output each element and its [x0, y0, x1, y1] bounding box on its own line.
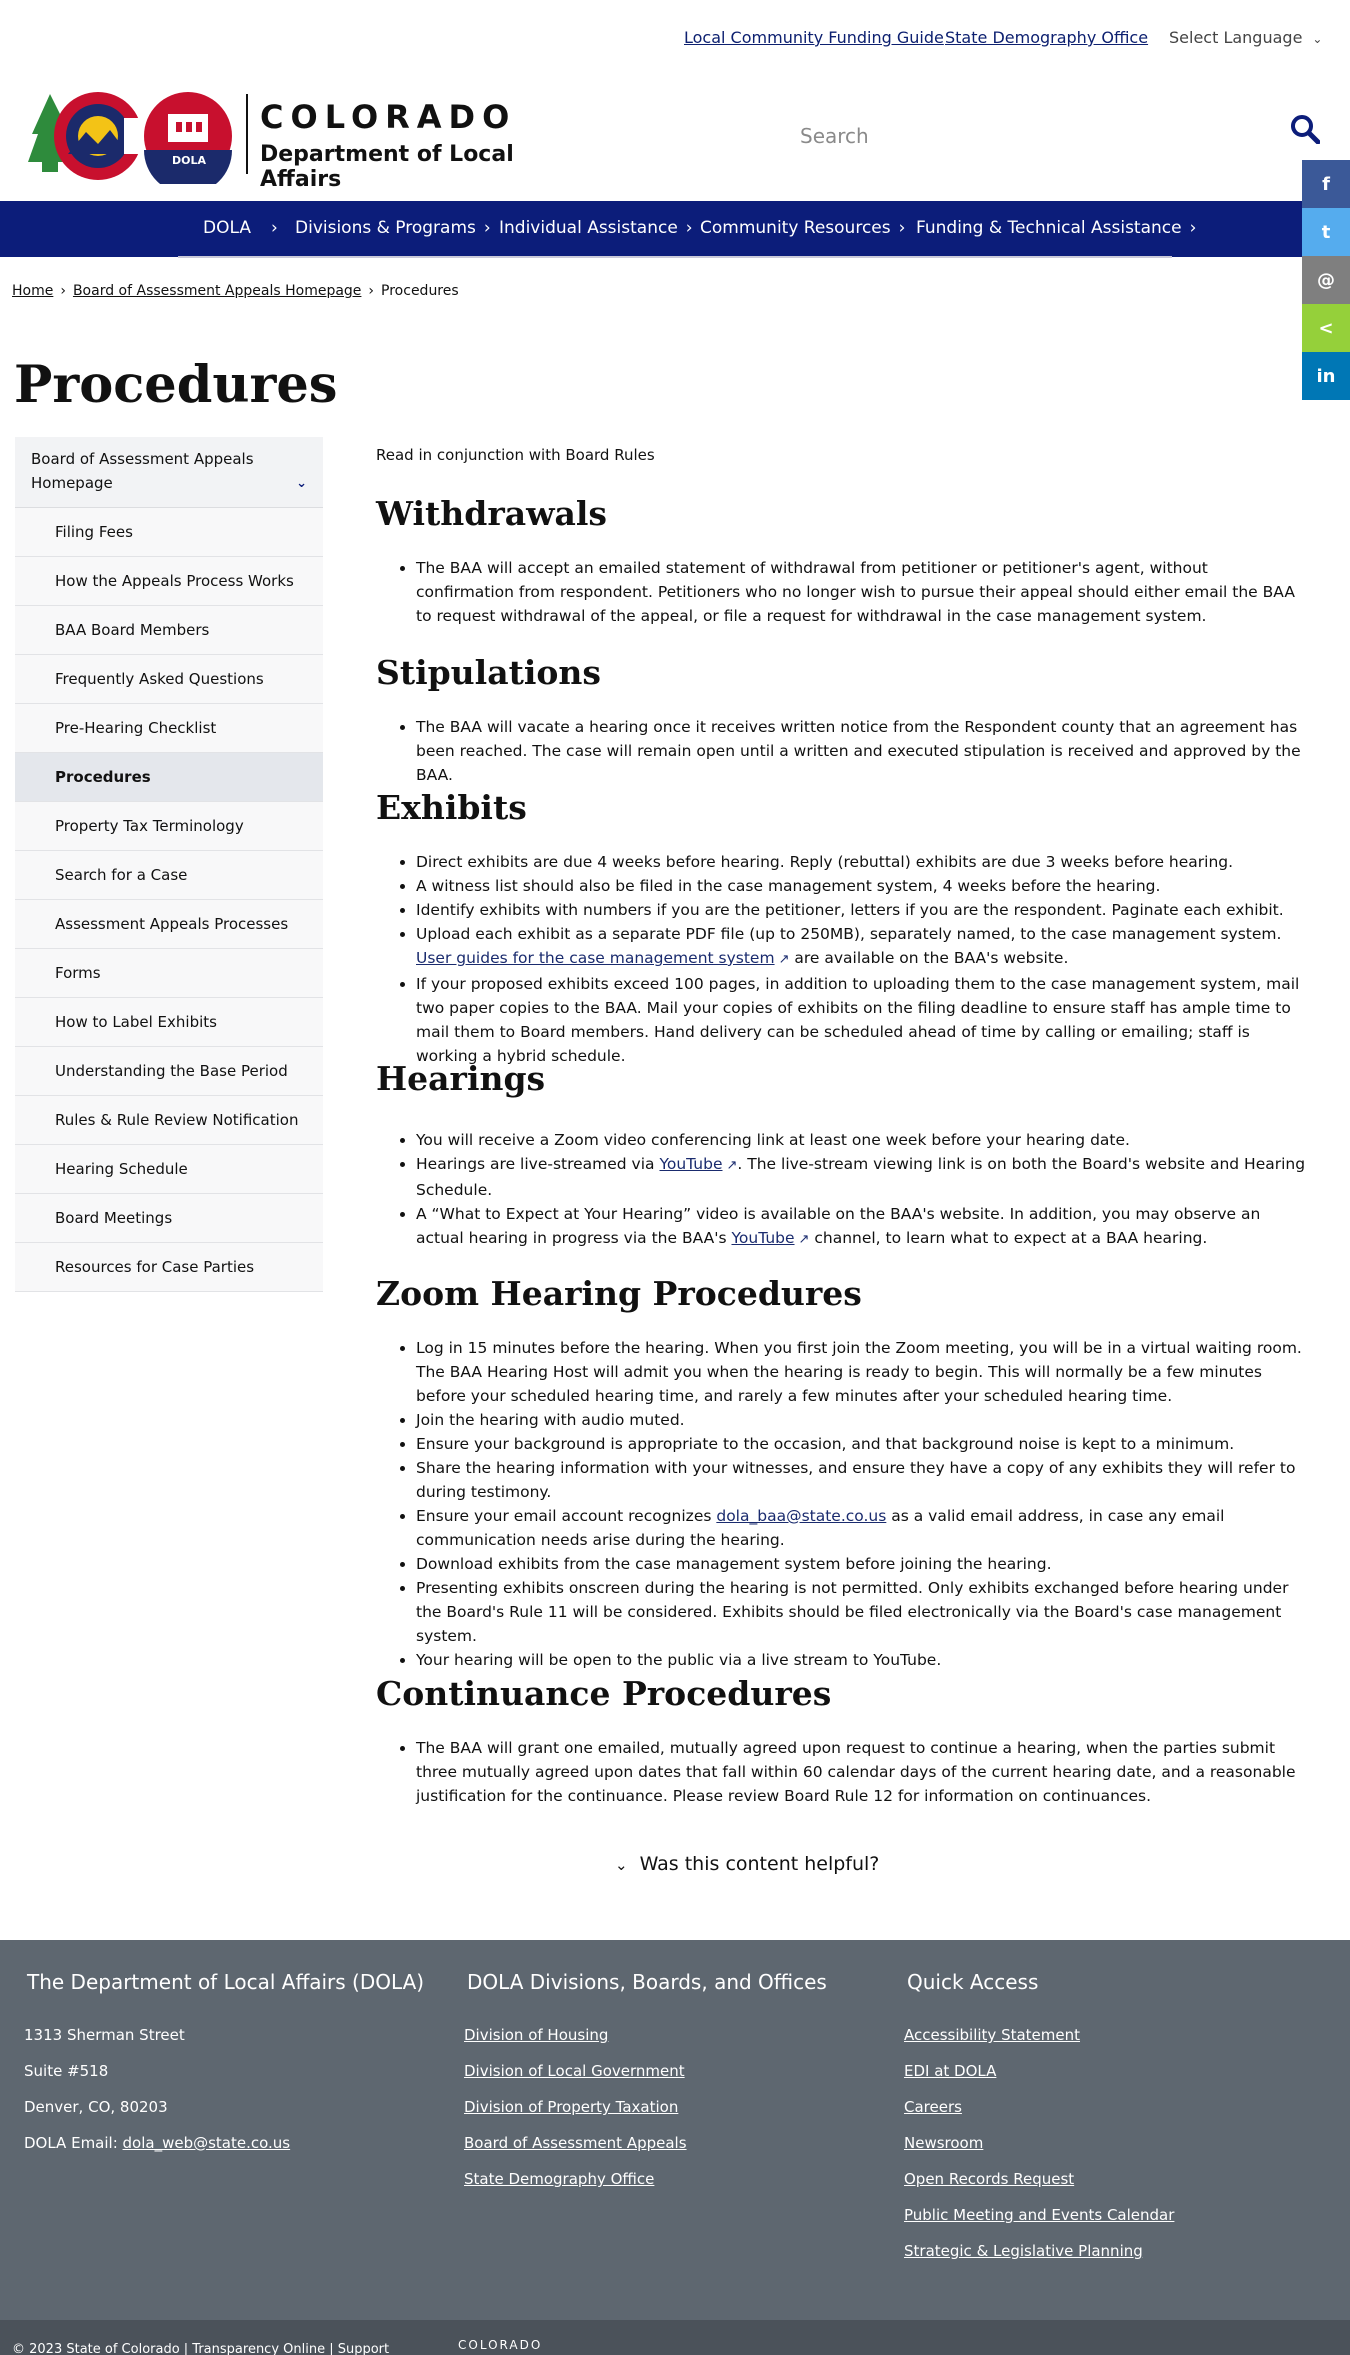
nav-label: Divisions & Programs	[295, 218, 476, 238]
nav-label: DOLA	[203, 218, 251, 238]
breadcrumb-separator: ›	[368, 283, 375, 299]
chevron-down-icon: ⌄	[1312, 32, 1323, 46]
list-item: • Direct exhibits are due 4 weeks before hearing. Reply (rebuttal) exhibits are due 3 weeks before hearing.	[416, 850, 1310, 874]
site-header	[0, 76, 1350, 201]
list-item	[416, 922, 1310, 972]
list-item: • Share the hearing information with your witnesses, and ensure they have a copy of any exhibits they will refer to during testimony.	[416, 1456, 1310, 1504]
footer-link-newsroom[interactable]: Newsroom	[904, 2134, 984, 2152]
utility-bar	[0, 0, 1350, 76]
footer-link-open-records[interactable]: Open Records Request	[904, 2170, 1075, 2188]
footer-link-edi[interactable]: EDI at DOLA	[904, 2062, 997, 2080]
external-link-icon: ↗	[798, 1232, 810, 1247]
nav-item-dola[interactable]	[203, 218, 278, 238]
footer-city: Denver, CO, 80203	[24, 2098, 168, 2116]
email-text: Ensure your email account recognizes	[416, 1507, 717, 1525]
section-title-exhibits: Exhibits	[376, 788, 527, 827]
sidebar-item-label-exhibits[interactable]: How to Label Exhibits	[15, 998, 323, 1047]
footer-col3-title: Quick Access	[907, 1970, 1039, 1994]
continuance-list	[398, 1736, 1310, 1808]
footer-link-demography[interactable]: State Demography Office	[464, 2170, 655, 2188]
exhibits-list	[398, 850, 1310, 1068]
share-email-button[interactable]	[1302, 256, 1350, 304]
share-icon: <	[1318, 317, 1334, 339]
footer-link-accessibility[interactable]: Accessibility Statement	[904, 2026, 1081, 2044]
baa-email-link[interactable]: dola_baa@state.co.us	[716, 1507, 887, 1525]
list-item: • Your hearing will be open to the public via a live stream to YouTube.	[416, 1648, 1310, 1672]
list-item: • The BAA will accept an emailed statement of withdrawal from petitioner or petitioner's agent, without confirmation from respondent. Petitioners who no longer wish to pursue their appeal should either email the BAA to request withdrawal of the appeal, or file a request for withdrawal in the case management system.	[416, 556, 1310, 628]
external-link-icon: ↗	[726, 1158, 738, 1173]
chevron-down-icon[interactable]: ⌄	[296, 476, 307, 491]
list-item: • Log in 15 minutes before the hearing. When you first join the Zoom meeting, you will be in a virtual waiting room. The BAA Hearing Host will admit you when the hearing is ready to begin. This will normally be a few minutes before your scheduled hearing time, and rarely a few minutes after your scheduled hearing time.	[416, 1336, 1310, 1408]
sidebar-item-baa-homepage[interactable]	[15, 437, 323, 508]
main-content	[376, 437, 1316, 1805]
sidebar-item-resources[interactable]: Resources for Case Parties	[15, 1243, 323, 1292]
hearing-text-end: . The live-stream viewing link is on both the Board's website and Hearing Schedule.	[416, 1155, 1306, 1199]
footer-link-calendar[interactable]: Public Meeting and Events Calendar	[904, 2206, 1175, 2224]
nav-item-individual-assistance[interactable]	[499, 218, 693, 238]
chevron-right-icon: ›	[483, 218, 491, 238]
footer-link-housing[interactable]: Division of Housing	[464, 2026, 609, 2044]
dola-badge-text: DOLA	[172, 154, 207, 167]
colorado-wordmark: COLORADO	[260, 98, 517, 136]
search-button[interactable]	[1290, 114, 1322, 146]
breadcrumb-parent[interactable]: Board of Assessment Appeals Homepage	[72, 283, 362, 299]
withdrawals-list	[398, 556, 1310, 628]
youtube-channel-link[interactable]: YouTube	[731, 1229, 795, 1247]
breadcrumb-separator: ›	[60, 283, 66, 299]
linkedin-icon: in	[1316, 365, 1336, 387]
list-item: • A witness list should also be filed in the case management system, 4 weeks before the hearing.	[416, 874, 1310, 898]
bottom-bar	[0, 2320, 1350, 2355]
copyright-text: © 2023 State of Colorado | Transparency Online | Support	[12, 2342, 390, 2355]
footer-colorado-logo: COLORADO	[458, 2338, 543, 2352]
demography-office-link[interactable]: State Demography Office	[945, 28, 1149, 47]
nav-label: Funding & Technical Assistance	[916, 218, 1182, 238]
sidebar-item-board-members[interactable]: BAA Board Members	[15, 606, 323, 655]
list-item: • The BAA will grant one emailed, mutually agreed upon request to continue a hearing, when the parties submit three mutually agreed upon dates that fall within 60 calendar days of the current hearing date, and a reasonable justification for the continuance. Please review Board Rule 12 for information on continuances.	[416, 1736, 1310, 1808]
logo-mark-icon	[28, 84, 243, 184]
zoom-list	[398, 1336, 1310, 1672]
logo-divider	[246, 94, 248, 174]
sidebar-item-procedures[interactable]: Procedures	[15, 753, 323, 802]
sidebar-item-appeals-process[interactable]: How the Appeals Process Works	[15, 557, 323, 606]
sidebar-item-board-meetings[interactable]: Board Meetings	[15, 1194, 323, 1243]
language-label: Select Language	[1169, 28, 1303, 47]
sidebar	[15, 437, 323, 1292]
email-text-end: as a valid email address, in case any email communication needs arise during the hearing.	[416, 1507, 1225, 1549]
sidebar-item-terminology[interactable]: Property Tax Terminology	[15, 802, 323, 851]
share-linkedin-button[interactable]	[1302, 352, 1350, 400]
main-nav	[0, 201, 1350, 257]
section-title-stipulations: Stipulations	[376, 653, 601, 692]
hearing-text-end: channel, to learn what to expect at a BAA hearing.	[809, 1229, 1208, 1247]
list-item: • Presenting exhibits onscreen during the hearing is not permitted. Only exhibits exchanged before hearing under the Board's Rule 11 will be considered. Exhibits should be filed electronically via the Board's case management system.	[416, 1576, 1310, 1648]
twitter-icon: t	[1321, 221, 1331, 243]
sidebar-item-base-period[interactable]: Understanding the Base Period	[15, 1047, 323, 1096]
chevron-right-icon: ›	[898, 218, 906, 238]
nav-label: Individual Assistance	[499, 218, 678, 238]
upload-text-end: are available on the BAA's website.	[789, 949, 1069, 967]
section-title-zoom: Zoom Hearing Procedures	[376, 1274, 862, 1313]
user-guides-link[interactable]: User guides for the case management system	[416, 949, 775, 967]
section-title-hearings: Hearings	[376, 1059, 546, 1098]
nav-item-funding[interactable]	[916, 218, 1196, 238]
list-item: • Identify exhibits with numbers if you are the petitioner, letters if you are the respondent. Paginate each exhibit.	[416, 898, 1310, 922]
stipulations-list	[398, 715, 1310, 787]
dola-email-link[interactable]: dola_web@state.co.us	[122, 2134, 291, 2152]
chevron-right-icon: ›	[1189, 218, 1197, 238]
sidebar-item-search-case[interactable]: Search for a Case	[15, 851, 323, 900]
footer-link-careers[interactable]: Careers	[904, 2098, 962, 2116]
chevron-right-icon: ›	[270, 218, 278, 238]
page-title: Procedures	[14, 355, 338, 415]
share-generic-button[interactable]	[1302, 304, 1350, 352]
footer-email	[24, 2134, 290, 2152]
footer-col2-title: DOLA Divisions, Boards, and Offices	[467, 1970, 827, 1994]
breadcrumb-home[interactable]: Home	[12, 283, 54, 299]
footer-link-planning[interactable]: Strategic & Legislative Planning	[904, 2242, 1143, 2260]
list-item: • Ensure your background is appropriate to the occasion, and that background noise is kept to a minimum.	[416, 1432, 1310, 1456]
search-input[interactable]	[800, 116, 1260, 156]
footer-email-label: DOLA Email:	[24, 2134, 123, 2152]
list-item	[416, 1202, 1310, 1252]
sidebar-item-hearing-schedule[interactable]: Hearing Schedule	[15, 1145, 323, 1194]
list-item	[416, 1152, 1310, 1202]
colorado-dola-logo[interactable]	[28, 84, 588, 192]
feedback-label: Was this content helpful?	[639, 1853, 880, 1875]
chevron-right-icon: ›	[685, 218, 693, 238]
footer-link-property-taxation[interactable]: Division of Property Taxation	[464, 2098, 679, 2116]
list-item: • The BAA will vacate a hearing once it receives written notice from the Respondent county that an agreement has been reached. The case will remain open until a written and executed stipulation is received and approved by the BAA.	[416, 715, 1310, 787]
section-title-continuance: Continuance Procedures	[376, 1674, 832, 1713]
share-facebook-button[interactable]	[1302, 160, 1350, 208]
nav-label: Community Resources	[700, 218, 891, 238]
department-name: Department of Local Affairs	[260, 142, 514, 192]
chevron-down-icon: ⌄	[615, 1856, 628, 1874]
email-icon: @	[1317, 269, 1335, 291]
list-item: • Join the hearing with audio muted.	[416, 1408, 1310, 1432]
sidebar-item-checklist[interactable]: Pre-Hearing Checklist	[15, 704, 323, 753]
upload-text: Upload each exhibit as a separate PDF file (up to 250MB), separately named, to the case management system.	[416, 925, 1282, 943]
footer-col1-title: The Department of Local Affairs (DOLA)	[27, 1970, 425, 1994]
feedback-toggle[interactable]	[615, 1853, 879, 1875]
funding-guide-link[interactable]: Local Community Funding Guide	[684, 28, 944, 47]
footer-link-baa[interactable]: Board of Assessment Appeals	[464, 2134, 687, 2152]
breadcrumb-current: Procedures	[381, 283, 459, 299]
youtube-link[interactable]: YouTube	[659, 1155, 723, 1173]
nav-item-divisions[interactable]	[295, 218, 491, 238]
sidebar-item-forms[interactable]: Forms	[15, 949, 323, 998]
hearing-text: A “What to Expect at Your Hearing” video is available on the BAA's website. In addition, you may observe an actual hearing in progress via the BAA's	[416, 1205, 1261, 1247]
site-footer	[0, 1940, 1350, 2320]
hearing-text: Hearings are live-streamed via	[416, 1155, 660, 1173]
breadcrumb	[12, 283, 459, 299]
nav-item-community-resources[interactable]	[700, 218, 905, 238]
language-select[interactable]	[1169, 28, 1322, 47]
sidebar-item-label: Board of Assessment Appeals Homepage	[31, 450, 254, 492]
footer-suite: Suite #518	[24, 2062, 109, 2080]
list-item: • If your proposed exhibits exceed 100 pages, in addition to uploading them to the case management system, mail two paper copies to the BAA. Mail your copies of exhibits on the filing deadline to ensure staff has ample time to mail them to Board members. Hand delivery can be scheduled ahead of time by calling or emailing; staff is working a hybrid schedule.	[416, 972, 1310, 1068]
sidebar-item-rules[interactable]: Rules & Rule Review Notification	[15, 1096, 323, 1145]
intro-text: Read in conjunction with Board Rules	[376, 446, 655, 464]
share-twitter-button[interactable]	[1302, 208, 1350, 256]
search-icon	[1290, 114, 1320, 144]
sidebar-item-faq[interactable]: Frequently Asked Questions	[15, 655, 323, 704]
list-item: • Download exhibits from the case management system before joining the hearing.	[416, 1552, 1310, 1576]
sidebar-item-appeals-processes[interactable]: Assessment Appeals Processes	[15, 900, 323, 949]
list-item: • You will receive a Zoom video conferencing link at least one week before your hearing date.	[416, 1128, 1310, 1152]
section-title-withdrawals: Withdrawals	[376, 494, 607, 533]
nav-underline	[178, 256, 1172, 258]
external-link-icon: ↗	[778, 952, 790, 967]
sidebar-item-filing-fees[interactable]: Filing Fees	[15, 508, 323, 557]
facebook-icon: f	[1322, 173, 1330, 195]
hearings-list	[398, 1128, 1310, 1252]
footer-link-local-government[interactable]: Division of Local Government	[464, 2062, 685, 2080]
footer-street: 1313 Sherman Street	[24, 2026, 185, 2044]
list-item	[416, 1504, 1310, 1552]
